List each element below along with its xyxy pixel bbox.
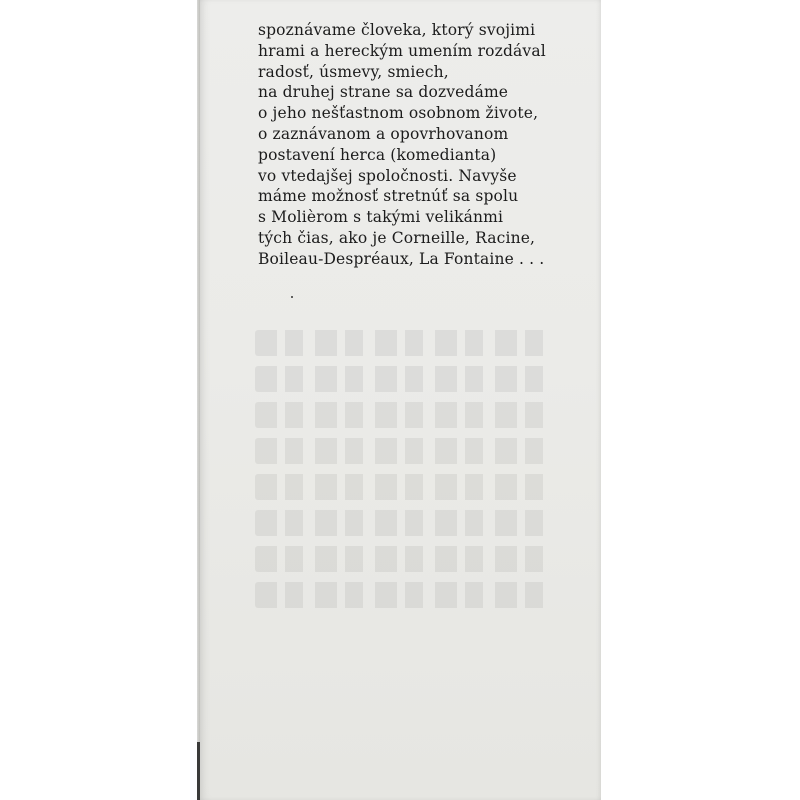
text-line: o jeho nešťastnom osobnom živote,	[258, 104, 539, 123]
text-line: vo vtedajšej spoločnosti. Navyše	[258, 166, 517, 185]
text-line: o zaznávanom a opovrhovanom	[258, 124, 509, 143]
text-line: tých čias, ako je Corneille, Racine,	[258, 228, 536, 247]
text-line: Boileau-Despréaux, La Fontaine . . .	[258, 249, 545, 268]
speck	[291, 296, 293, 298]
text-line: s Molièrom s takými velikánmi	[258, 208, 504, 227]
show-through-print	[255, 330, 555, 660]
text-line: na druhej strane sa dozvedáme	[258, 83, 509, 102]
text-line: radosť, úsmevy, smiech,	[258, 62, 449, 81]
text-line: hrami a hereckým umením rozdával	[258, 41, 546, 60]
text-line: spoznávame človeka, ktorý svojimi	[258, 21, 536, 39]
text-line: postavení herca (komedianta)	[258, 145, 497, 164]
text-line: máme možnosť stretnúť sa spolu	[258, 187, 519, 206]
body-text	[258, 20, 578, 270]
